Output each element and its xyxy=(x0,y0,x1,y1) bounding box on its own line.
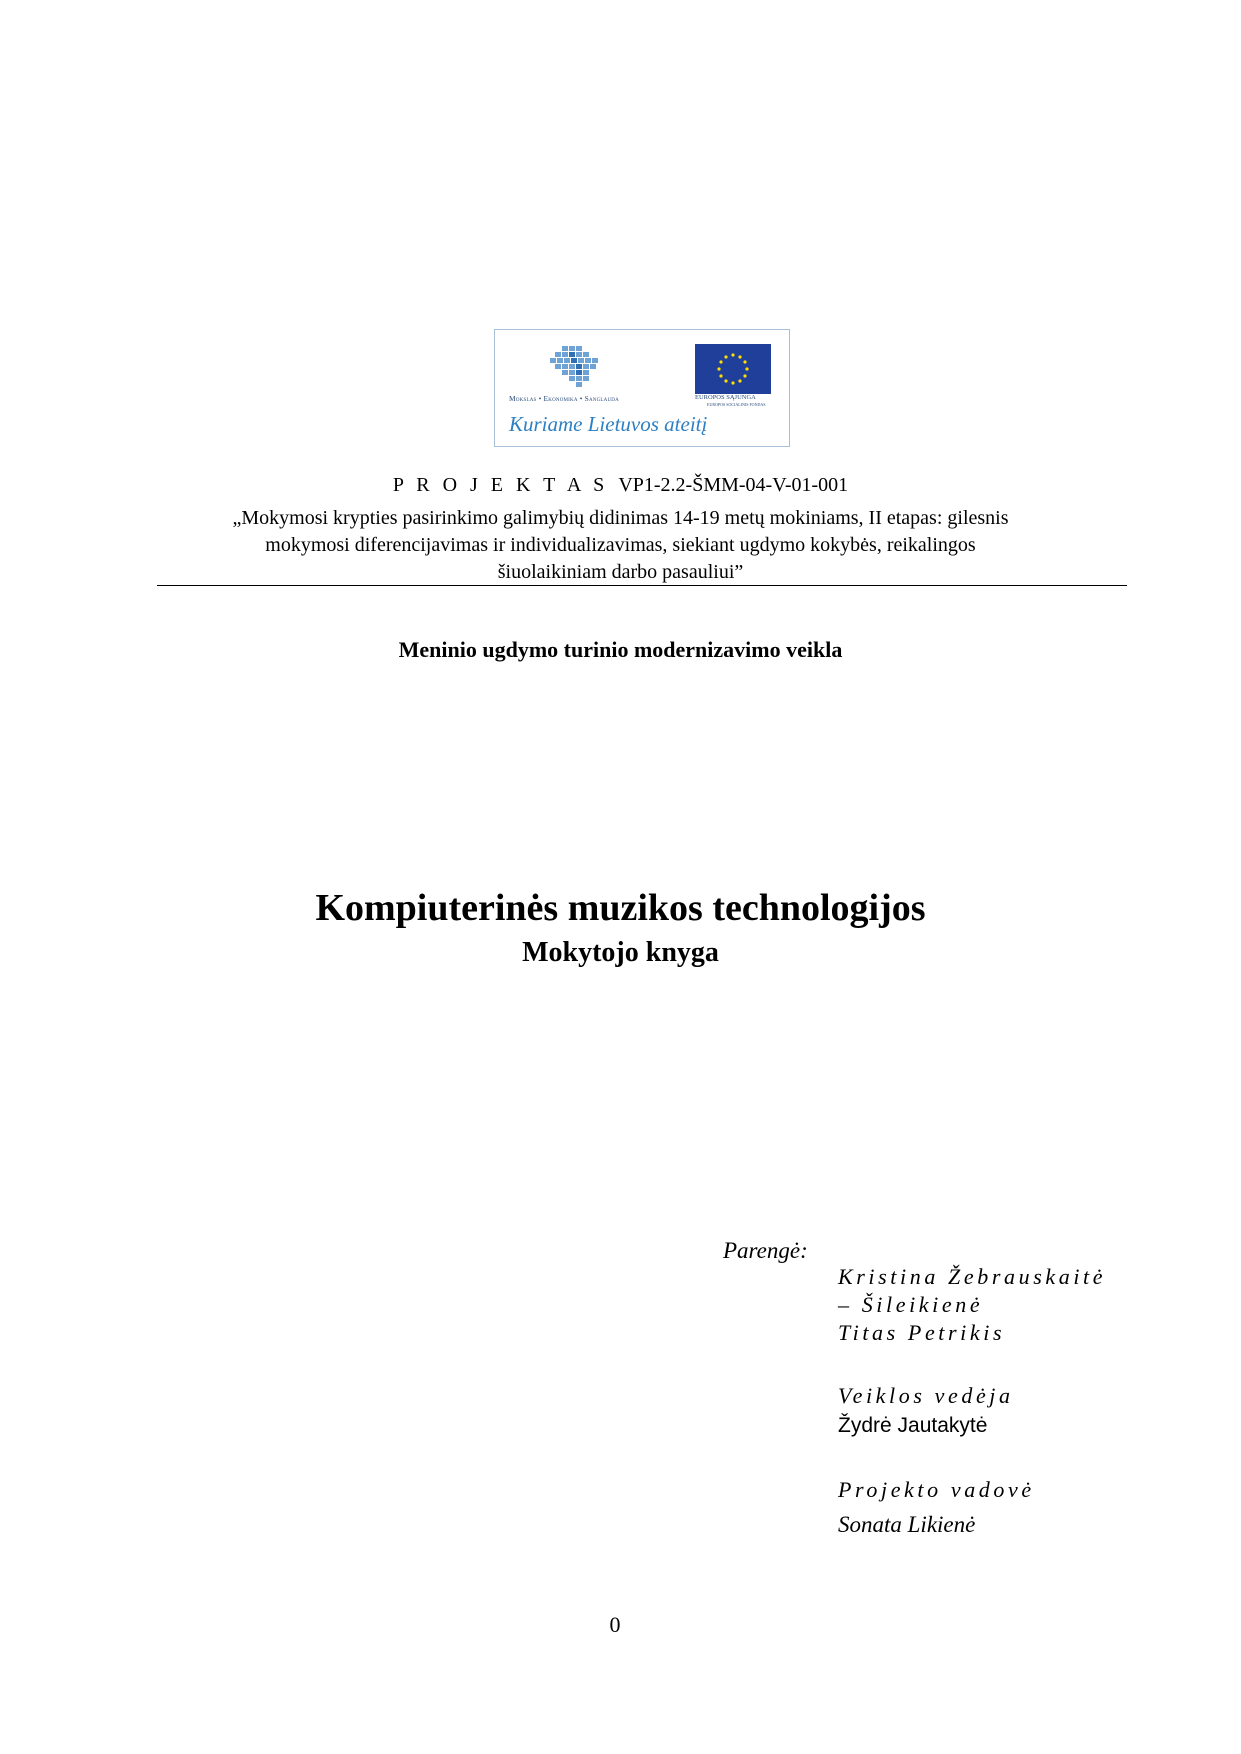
document-title: Kompiuterinės muzikos technologijos xyxy=(315,887,926,929)
project-description-line-2: mokymosi diferencijavimas ir individualizavimas, siekiant ugdymo kokybės, reikalingos xyxy=(265,534,976,556)
logo-left-caption: Mokslas • Ekonomika • Sanglauda xyxy=(509,394,619,403)
header-divider xyxy=(157,585,1127,586)
logo-right-subcaption: EUROPOS SOCIALINIS FONDAS xyxy=(707,402,766,407)
project-description-line-1: „Mokymosi krypties pasirinkimo galimybių didinimas 14-19 metų mokiniams, II etapas: gilesnis xyxy=(232,507,1009,529)
author-1-line-1: Kristina Žebrauskaitė xyxy=(838,1264,1107,1289)
lithuania-mosaic-icon xyxy=(550,346,610,392)
author-1-line-2: – Šileikienė xyxy=(838,1292,984,1317)
project-manager-name: Sonata Likienė xyxy=(838,1512,976,1537)
project-word: P R O J E K T A S xyxy=(392,474,609,496)
logo-slogan: Kuriame Lietuvos ateitį xyxy=(509,412,708,436)
author-2: Titas Petrikis xyxy=(838,1320,1006,1345)
document-subtitle: Mokytojo knyga xyxy=(522,937,719,968)
project-code: VP1-2.2-ŠMM-04-V-01-001 xyxy=(618,474,849,496)
project-line xyxy=(0,474,1241,497)
project-logo xyxy=(494,329,790,447)
eu-flag-icon xyxy=(695,344,771,394)
project-manager-label: Projekto vadovė xyxy=(838,1477,1035,1502)
logo-right-caption: EUROPOS SĄJUNGA xyxy=(695,394,756,401)
prepared-by-label: Parengė: xyxy=(723,1238,808,1263)
activity-lead-name: Žydrė Jautakytė xyxy=(838,1414,988,1437)
activity-lead-label: Veiklos vedėja xyxy=(838,1383,1014,1408)
page-number: 0 xyxy=(609,1612,621,1637)
project-description-line-3: šiuolaikiniam darbo pasauliui” xyxy=(497,561,744,583)
activity-heading: Meninio ugdymo turinio modernizavimo veikla xyxy=(398,637,843,662)
